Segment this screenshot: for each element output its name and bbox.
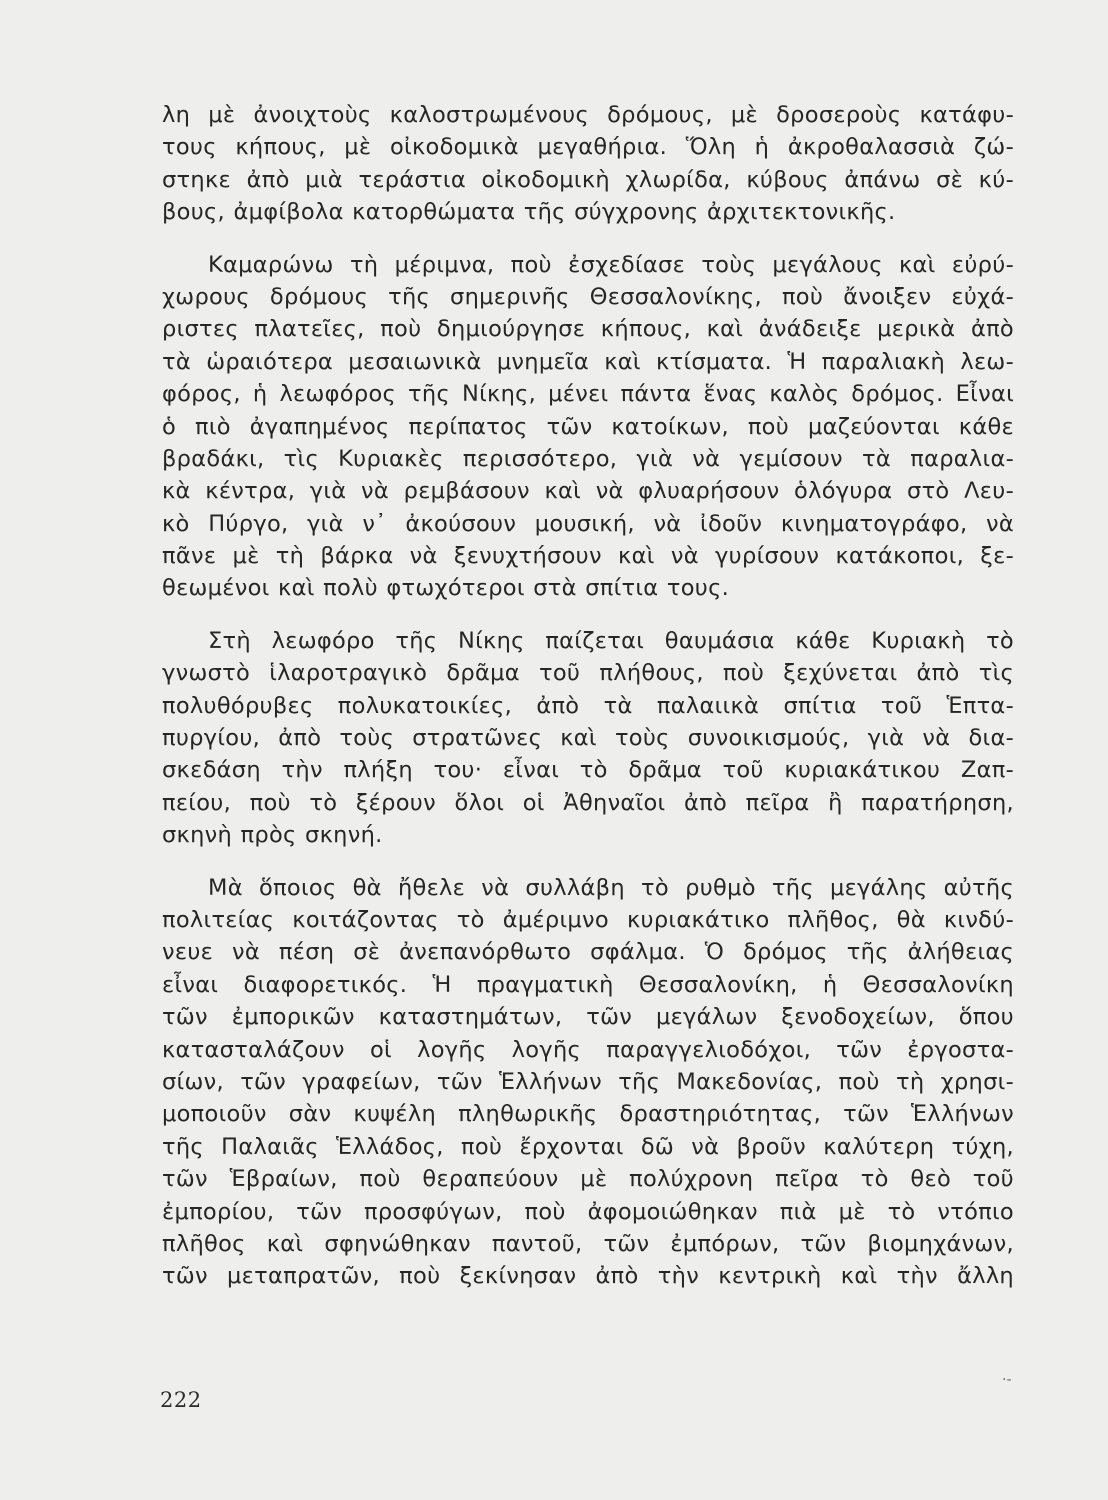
text-line: σκεδάση τὴν πλήξη του· εἶναι τὸ δρᾶμα τοῦ κυριακάτικου Ζαπ-: [162, 757, 1014, 784]
text-line: τῶν μεταπρατῶν, ποὺ ξεκίνησαν ἀπὸ τὴν κεντρικὴ καὶ τὴν ἄλλη: [162, 1263, 1014, 1290]
page-number: 222: [160, 1388, 202, 1412]
text-line: χωρους δρόμους τῆς σημερινῆς Θεσσαλονίκης, ποὺ ἄνοιξεν εὐχά-: [162, 283, 1014, 310]
text-line: λη μὲ ἀνοιχτοὺς καλοστρωμένους δρόμους, μὲ δροσεροὺς κατάφυ-: [162, 102, 1014, 128]
text-line: τὰ ὡραιότερα μεσαιωνικὰ μνημεῖα καὶ κτίσματα. Ἡ παραλιακὴ λεω-: [162, 348, 1014, 375]
text-line: βους, ἀμφίβολα κατορθώματα τῆς σύγχρονης ἀρχιτεκτονικῆς.: [162, 199, 896, 226]
text-line: πᾶνε μὲ τὴ βάρκα νὰ ξενυχτήσουν καὶ νὰ γυρίσουν κατάκοποι, ξε-: [162, 543, 1014, 570]
text-line: ριστες πλατεῖες, ποὺ δημιούργησε κήπους, καὶ ἀνάδειξε μερικὰ ἀπὸ: [162, 316, 1014, 343]
text-line: βραδάκι, τὶς Κυριακὲς περισσότερο, γιὰ νὰ γεμίσουν τὰ παραλια-: [162, 445, 1014, 472]
text-line: κατασταλάζουν οἱ λογῆς λογῆς παραγγελιοδόχοι, τῶν ἐργοστα-: [162, 1036, 1014, 1063]
text-line: τῆς Παλαιᾶς Ἑλλάδος, ποὺ ἔρχονται δῶ νὰ βροῦν καλύτερη τύχη,: [162, 1133, 1014, 1160]
text-line: πυργίου, ἀπὸ τοὺς στρατῶνες καὶ τοὺς συνοικισμούς, γιὰ νὰ δια-: [162, 725, 1014, 752]
corner-mark: ·-: [1002, 1372, 1012, 1388]
paragraph-gap: [162, 229, 1014, 249]
body-text: [162, 99, 1014, 1293]
text-line: εἶναι διαφορετικός. Ἡ πραγματικὴ Θεσσαλονίκη, ἡ Θεσσαλονίκη: [162, 971, 1014, 998]
text-line: σίων, τῶν γραφείων, τῶν Ἑλλήνων τῆς Μακεδονίας, ποὺ τὴ χρησι-: [162, 1068, 1014, 1095]
text-line: Καμαρώνω τὴ μέριμνα, ποὺ ἐσχεδίασε τοὺς μεγάλους καὶ εὐρύ-: [208, 251, 1014, 278]
text-line: τῶν Ἑβραίων, ποὺ θεραπεύουν μὲ πολύχρονη πεῖρα τὸ θεὸ τοῦ: [162, 1166, 1014, 1193]
paragraph-gap: [162, 605, 1014, 625]
text-line: στηκε ἀπὸ μιὰ τεράστια οἰκοδομικὴ χλωρίδα, κύβους ἀπάνω σὲ κύ-: [162, 166, 1014, 193]
text-line: κὰ κέντρα, γιὰ νὰ ρεμβάσουν καὶ νὰ φλυαρήσουν ὁλόγυρα στὸ Λευ-: [162, 478, 1014, 505]
text-line: κὸ Πύργο, γιὰ ν᾽ ἀκούσουν μουσική, νὰ ἰδοῦν κινηματογράφο, νὰ: [162, 510, 1014, 537]
text-line: γνωστὸ ἱλαροτραγικὸ δρᾶμα τοῦ πλήθους, ποὺ ξεχύνεται ἀπὸ τὶς: [162, 660, 1014, 687]
text-line: πολυθόρυβες πολυκατοικίες, ἀπὸ τὰ παλαιικὰ σπίτια τοῦ Ἑπτα-: [162, 692, 1014, 719]
text-line: Στὴ λεωφόρο τῆς Νίκης παίζεται θαυμάσια κάθε Κυριακὴ τὸ: [208, 627, 1014, 654]
paragraph-gap: [162, 852, 1014, 872]
text-line: ἐμπορίου, τῶν προσφύγων, ποὺ ἀφομοιώθηκαν πιὰ μὲ τὸ ντόπιο: [162, 1198, 1014, 1225]
text-line: πλῆθος καὶ σφηνώθηκαν παντοῦ, τῶν ἐμπόρων, τῶν βιομηχάνων,: [162, 1230, 1014, 1257]
text-line: νευε νὰ πέση σὲ ἀνεπανόρθωτο σφάλμα. Ὁ δρόμος τῆς ἀλήθειας: [162, 939, 1014, 966]
text-line: Μὰ ὅποιος θὰ ἤθελε νὰ συλλάβη τὸ ρυθμὸ τῆς μεγάλης αὐτῆς: [208, 874, 1014, 901]
text-line: πολιτείας κοιτάζοντας τὸ ἀμέριμνο κυριακάτικο πλῆθος, θὰ κινδύ-: [162, 906, 1014, 933]
text-line: τῶν ἐμπορικῶν καταστημάτων, τῶν μεγάλων ξενοδοχείων, ὅπου: [162, 1004, 1014, 1031]
text-line: τους κήπους, μὲ οἰκοδομικὰ μεγαθήρια. Ὅλη ἡ ἀκροθαλασσιὰ ζώ-: [162, 134, 1014, 161]
text-line: ὁ πιὸ ἀγαπημένος περίπατος τῶν κατοίκων, ποὺ μαζεύονται κάθε: [162, 413, 1014, 440]
text-line: μοποιοῦν σὰν κυψέλη πληθωρικῆς δραστηριότητας, τῶν Ἑλλήνων: [162, 1101, 1014, 1128]
text-line: σκηνὴ πρὸς σκηνή.: [162, 822, 383, 849]
text-line: πείου, ποὺ τὸ ξέρουν ὅλοι οἱ Ἀθηναῖοι ἀπὸ πεῖρα ἢ παρατήρηση,: [162, 789, 1014, 816]
text-line: θεωμένοι καὶ πολὺ φτωχότεροι στὰ σπίτια τους.: [162, 575, 730, 602]
text-line: φόρος, ἡ λεωφόρος τῆς Νίκης, μένει πάντα ἕνας καλὸς δρόμος. Εἶναι: [162, 381, 1014, 408]
